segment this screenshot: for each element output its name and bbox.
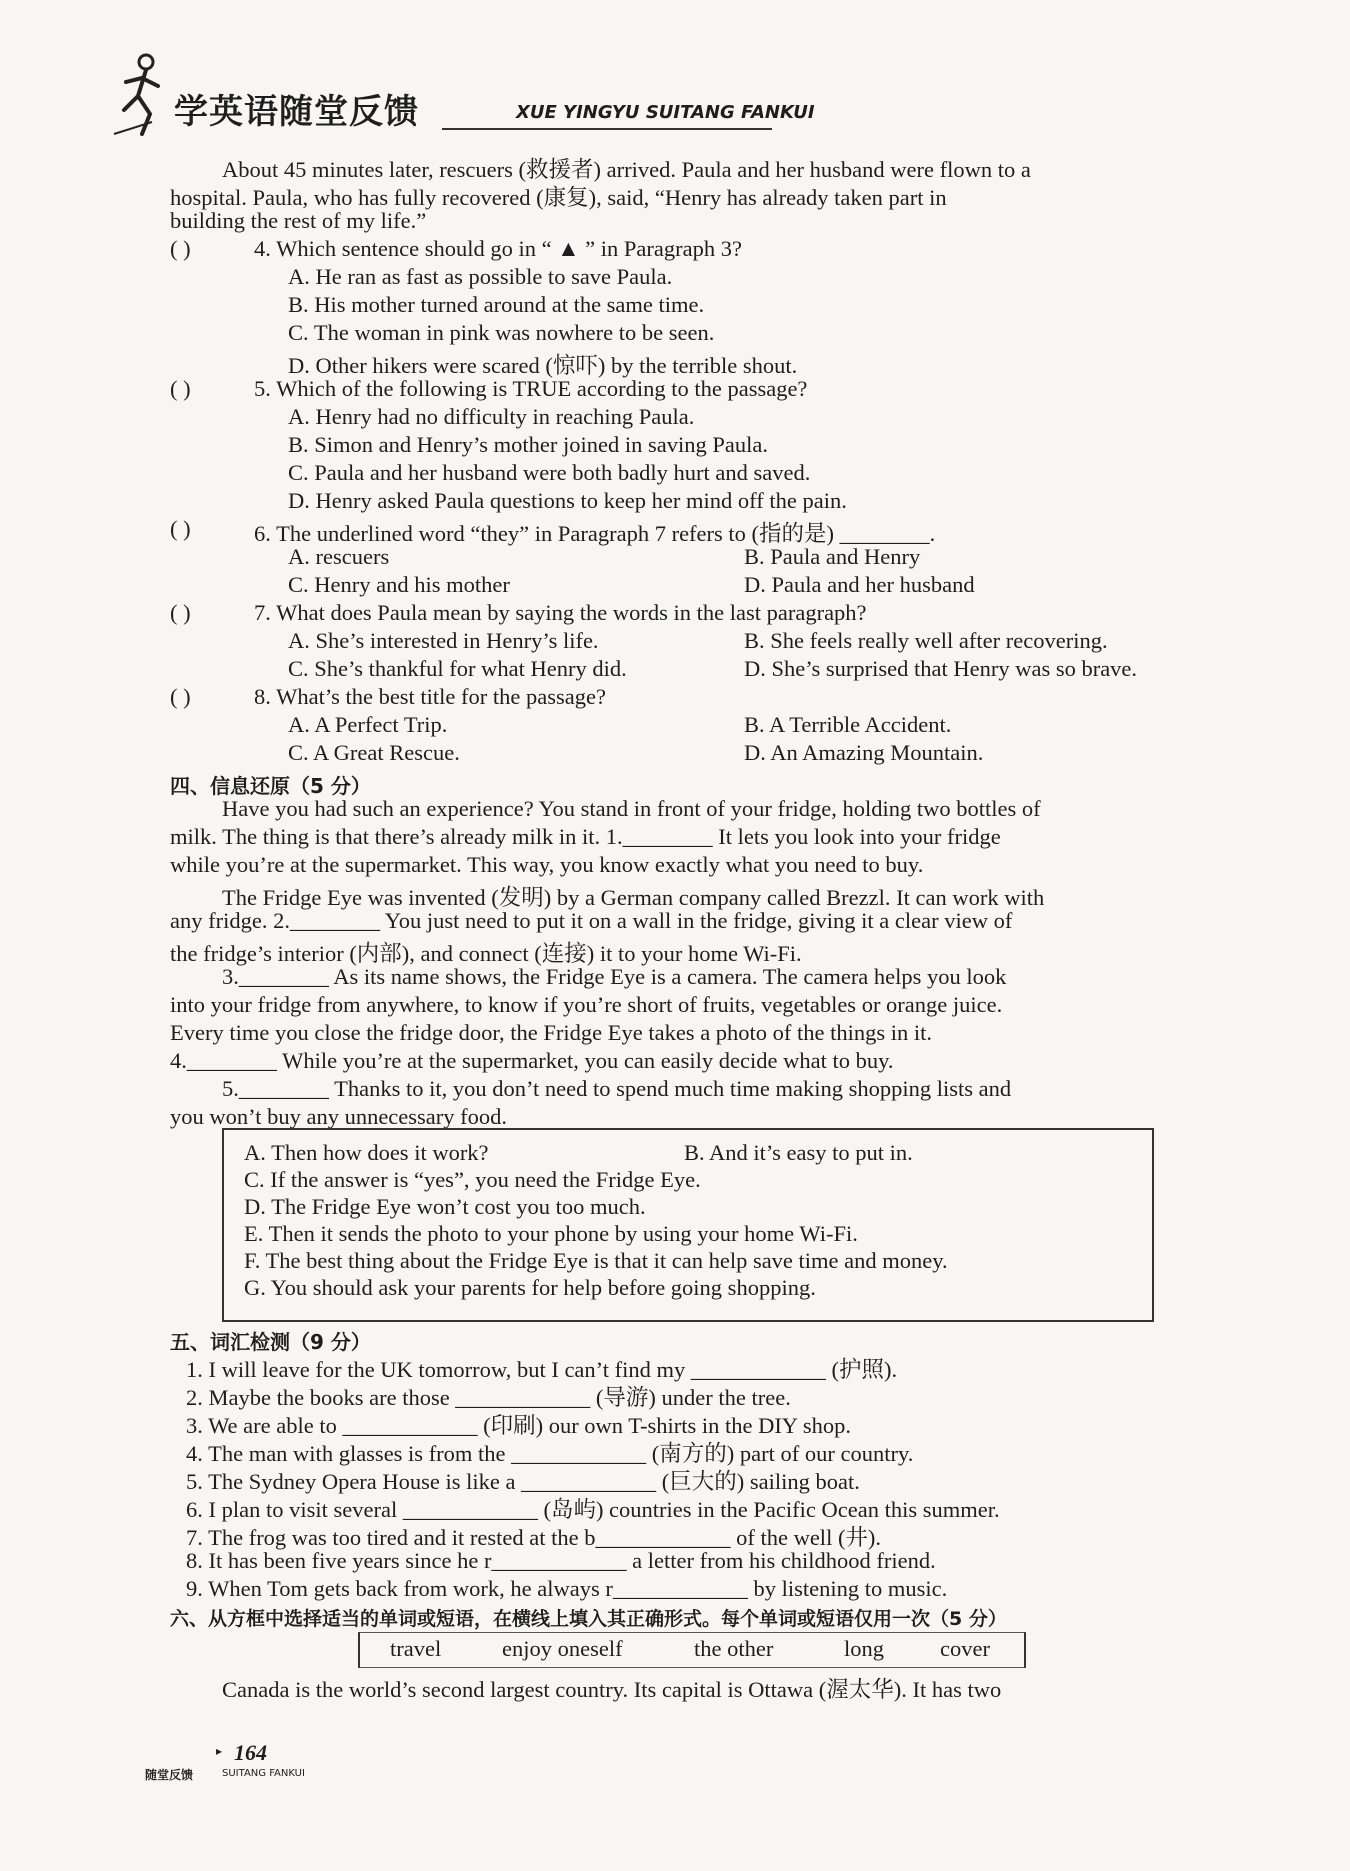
passage-line: while you’re at the supermarket. This way, you know exactly what you need to buy. — [170, 852, 924, 877]
intro-line: About 45 minutes later, rescuers (救援者) arrived. Paula and her husband were flown to a — [222, 157, 1031, 182]
option: D. Paula and her husband — [744, 572, 975, 597]
section-heading: 四、信息还原（5 分） — [170, 774, 371, 798]
option: B. A Terrible Accident. — [744, 712, 952, 737]
intro-line: hospital. Paula, who has fully recovered (康复), said, “Henry has already taken part in — [170, 185, 947, 210]
intro-line: building the rest of my life.” — [170, 208, 427, 233]
box-option: E. Then it sends the photo to your phone by using your home Wi-Fi. — [244, 1221, 858, 1246]
footer-brand-pinyin: SUITANG FANKUI — [222, 1768, 305, 1779]
vocab-item: 8. It has been five years since he r____________ a letter from his childhood friend. — [186, 1548, 936, 1573]
vocab-item: 4. The man with glasses is from the ____________ (南方的) part of our country. — [186, 1441, 914, 1466]
header-title: 学英语随堂反馈 — [174, 92, 419, 132]
question-stem: 8. What’s the best title for the passage? — [254, 684, 606, 709]
page-header — [112, 48, 1212, 148]
vocab-item: 6. I plan to visit several ____________ (岛屿) countries in the Pacific Ocean this summer. — [186, 1497, 1000, 1522]
passage-line: you won’t buy any unnecessary food. — [170, 1104, 508, 1129]
option: B. Paula and Henry — [744, 544, 921, 569]
box-option: A. Then how does it work? — [244, 1140, 489, 1165]
box-option: C. If the answer is “yes”, you need the Fridge Eye. — [244, 1167, 701, 1192]
section-heading: 五、词汇检测（9 分） — [170, 1330, 371, 1354]
answer-paren[interactable]: ( ) — [170, 600, 191, 625]
vocab-item: 1. I will leave for the UK tomorrow, but I can’t find my ____________ (护照). — [186, 1357, 898, 1382]
option: B. Simon and Henry’s mother joined in saving Paula. — [288, 432, 768, 457]
option: D. Henry asked Paula questions to keep her mind off the pain. — [288, 488, 847, 513]
option: D. An Amazing Mountain. — [744, 740, 984, 765]
box-option: B. And it’s easy to put in. — [684, 1140, 913, 1165]
passage-line: Every time you close the fridge door, the Fridge Eye takes a photo of the things in it. — [170, 1020, 933, 1045]
passage-line: any fridge. 2.________ You just need to put it on a wall in the fridge, giving it a clear view of — [170, 908, 1013, 933]
box-option: F. The best thing about the Fridge Eye is that it can help save time and money. — [244, 1248, 948, 1273]
header-pinyin: XUE YINGYU SUITANG FANKUI — [516, 102, 815, 123]
page-number: 164 — [234, 1740, 267, 1765]
vocab-item: 2. Maybe the books are those ____________ (导游) under the tree. — [186, 1385, 791, 1410]
runner-logo-icon — [112, 52, 172, 138]
option: A. rescuers — [288, 544, 390, 569]
vocab-item: 3. We are able to ____________ (印刷) our own T-shirts in the DIY shop. — [186, 1413, 851, 1438]
answer-paren[interactable]: ( ) — [170, 236, 191, 261]
passage-line: Canada is the world’s second largest country. Its capital is Ottawa (渥太华). It has two — [222, 1677, 1002, 1702]
answer-paren[interactable]: ( ) — [170, 516, 191, 541]
option: C. Paula and her husband were both badly hurt and saved. — [288, 460, 811, 485]
vocab-item: 5. The Sydney Opera House is like a ____________ (巨大的) sailing boat. — [186, 1469, 860, 1494]
options-box — [222, 1128, 1154, 1322]
answer-paren[interactable]: ( ) — [170, 376, 191, 401]
option: C. A Great Rescue. — [288, 740, 460, 765]
passage-line: into your fridge from anywhere, to know if you’re short of fruits, vegetables or orange juice. — [170, 992, 1003, 1017]
word-option: long — [844, 1636, 885, 1661]
option: A. A Perfect Trip. — [288, 712, 448, 737]
section-heading: 六、从方框中选择适当的单词或短语，在横线上填入其正确形式。每个单词或短语仅用一次（5 分） — [170, 1608, 1007, 1630]
answer-paren[interactable]: ( ) — [170, 684, 191, 709]
question-stem: 6. The underlined word “they” in Paragraph 7 refers to (指的是) ________. — [254, 521, 936, 546]
option: A. Henry had no difficulty in reaching Paula. — [288, 404, 695, 429]
footer-brand: 随堂反馈 — [145, 1768, 194, 1782]
passage-line: Have you had such an experience? You stand in front of your fridge, holding two bottles of — [222, 796, 1041, 821]
vocab-item: 9. When Tom gets back from work, he always r____________ by listening to music. — [186, 1576, 948, 1601]
option: D. She’s surprised that Henry was so brave. — [744, 656, 1138, 681]
passage-line: The Fridge Eye was invented (发明) by a German company called Brezzl. It can work with — [222, 885, 1045, 910]
word-option: travel — [390, 1636, 442, 1661]
passage-line: the fridge’s interior (内部), and connect (连接) it to your home Wi-Fi. — [170, 941, 802, 966]
word-box — [358, 1632, 1026, 1668]
passage-line: 5.________ Thanks to it, you don’t need to spend much time making shopping lists and — [222, 1076, 1012, 1101]
question-stem: 5. Which of the following is TRUE according to the passage? — [254, 376, 808, 401]
passage-line: 4.________ While you’re at the supermarket, you can easily decide what to buy. — [170, 1048, 894, 1073]
question-stem: 4. Which sentence should go in “ ▲ ” in Paragraph 3? — [254, 236, 742, 261]
passage-line: milk. The thing is that there’s already milk in it. 1.________ It lets you look into your fridge — [170, 824, 1001, 849]
passage-line: 3.________ As its name shows, the Fridge Eye is a camera. The camera helps you look — [222, 964, 1007, 989]
word-option: enjoy oneself — [502, 1636, 623, 1661]
option: B. His mother turned around at the same time. — [288, 292, 705, 317]
option: D. Other hikers were scared (惊吓) by the terrible shout. — [288, 353, 798, 378]
header-rule — [442, 128, 772, 130]
option: A. She’s interested in Henry’s life. — [288, 628, 599, 653]
question-stem: 7. What does Paula mean by saying the words in the last paragraph? — [254, 600, 867, 625]
option: B. She feels really well after recovering. — [744, 628, 1108, 653]
option: C. She’s thankful for what Henry did. — [288, 656, 627, 681]
option: C. Henry and his mother — [288, 572, 510, 597]
box-option: D. The Fridge Eye won’t cost you too much. — [244, 1194, 646, 1219]
word-option: the other — [694, 1636, 774, 1661]
word-option: cover — [940, 1636, 990, 1661]
option: C. The woman in pink was nowhere to be seen. — [288, 320, 715, 345]
box-option: G. You should ask your parents for help before going shopping. — [244, 1275, 816, 1300]
vocab-item: 7. The frog was too tired and it rested at the b____________ of the well (井). — [186, 1525, 882, 1550]
arrow-icon: ▸ — [216, 1744, 223, 1758]
option: A. He ran as fast as possible to save Paula. — [288, 264, 673, 289]
